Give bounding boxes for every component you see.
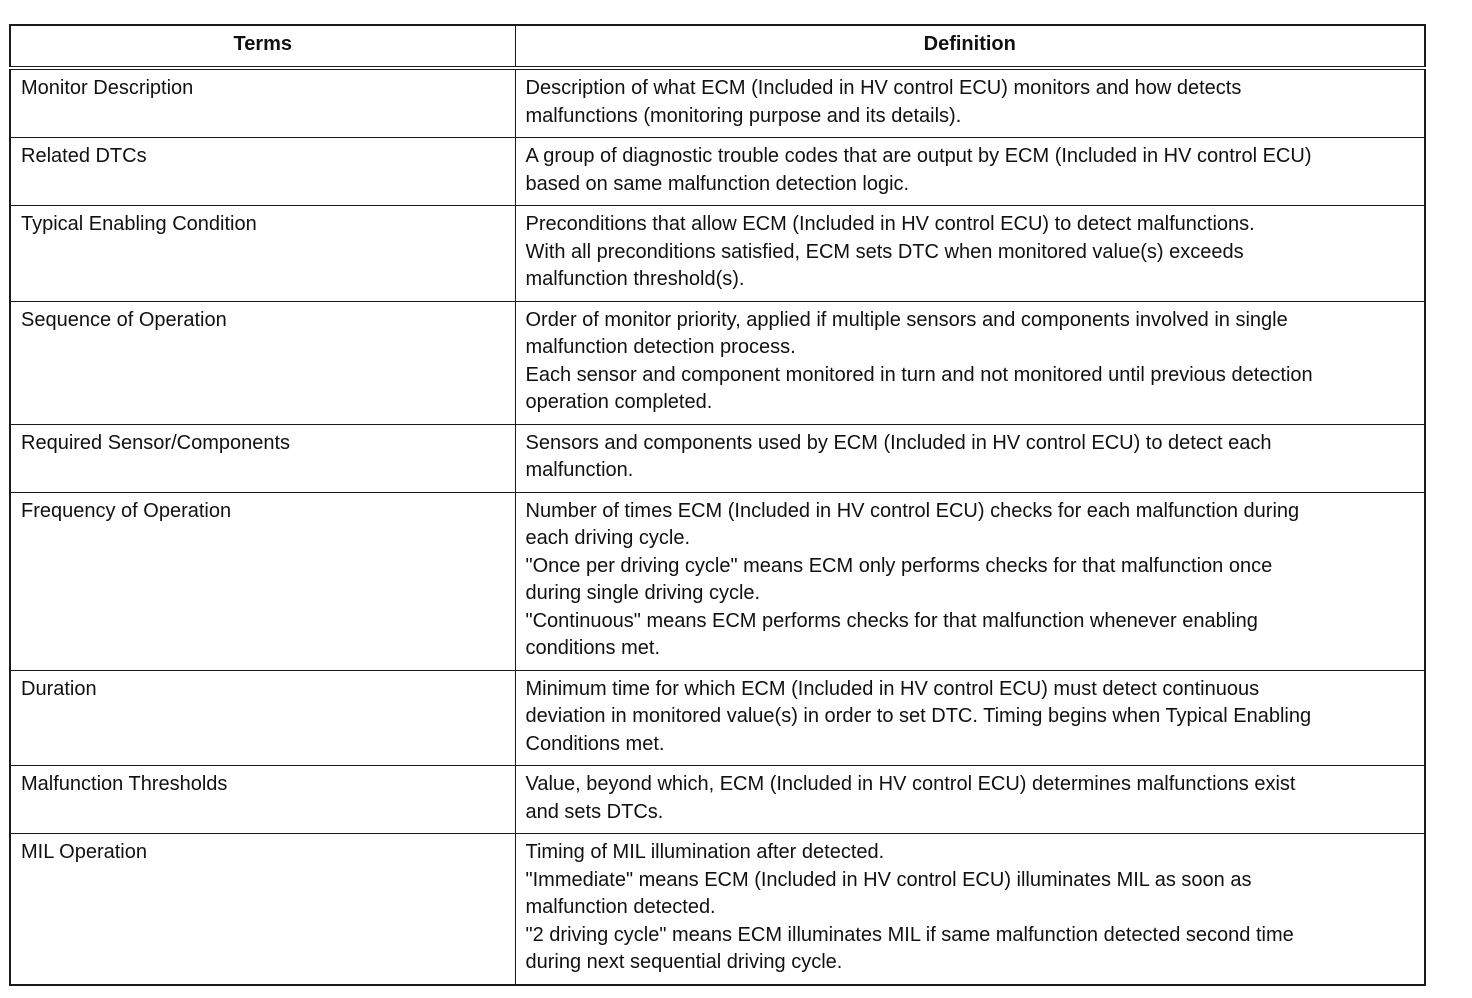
term-cell: Typical Enabling Condition [10,206,515,302]
definition-line: "2 driving cycle" means ECM illuminates MIL if same malfunction detected second time [525,923,1294,946]
definition-line: malfunction. [525,459,634,481]
term-cell: MIL Operation [10,834,515,985]
term-cell: Duration [10,670,515,766]
definition-cell [515,424,1425,492]
definition-line: during next sequential driving cycle. [525,951,843,973]
definition-line: malfunction detection process. [525,336,796,358]
definition-line: operation completed. [525,391,713,413]
term-cell: Required Sensor/Components [10,424,515,492]
term-cell: Related DTCs [10,138,515,206]
definition-line: conditions met. [525,637,661,659]
definition-line: deviation in monitored value(s) in order to set DTC. Timing begins when Typical Enabling [525,705,1312,727]
table-row [10,68,1425,138]
definition-line: Timing of MIL illumination after detected. [525,841,885,863]
definition-cell [515,766,1425,834]
definition-cell [515,670,1425,766]
definition-line: and sets DTCs. [525,800,664,823]
table-row [10,206,1425,302]
definition-cell [515,301,1425,424]
table-row [10,138,1425,206]
table-row [10,492,1425,670]
table-header [10,25,1425,68]
definition-line: Number of times ECM (Included in HV control ECU) checks for each malfunction during [525,499,1300,522]
table-row [10,424,1425,492]
definition-cell [515,138,1425,206]
definition-line: "Once per driving cycle" means ECM only performs checks for that malfunction once [525,554,1273,577]
definition-line: malfunctions (monitoring purpose and its details). [525,104,962,127]
definition-line: during single driving cycle. [525,582,761,604]
header-terms: Terms [10,25,515,68]
definition-line: A group of diagnostic trouble codes that are output by ECM (Included in HV control ECU) [525,145,1312,167]
definition-line: Conditions met. [525,732,665,755]
table-row [10,766,1425,834]
term-cell: Frequency of Operation [10,492,515,670]
table-row [10,834,1425,985]
definition-cell [515,834,1425,985]
definition-line: based on same malfunction detection logic. [525,172,910,195]
definition-line: Value, beyond which, ECM (Included in HV control ECU) determines malfunctions exist [525,773,1296,795]
term-cell: Sequence of Operation [10,301,515,424]
definition-line: Minimum time for which ECM (Included in HV control ECU) must detect continuous [525,677,1260,700]
definition-line: With all preconditions satisfied, ECM sets DTC when monitored value(s) exceeds [525,240,1244,263]
term-cell: Monitor Description [10,68,515,138]
definition-line: "Continuous" means ECM performs checks for that malfunction whenever enabling [525,609,1258,632]
table-row [10,670,1425,766]
definition-line: malfunction detected. [525,896,716,918]
definition-cell [515,68,1425,138]
term-cell: Malfunction Thresholds [10,766,515,834]
header-definition: Definition [515,25,1425,68]
definition-line: Each sensor and component monitored in turn and not monitored until previous detection [525,363,1313,386]
table-row [10,301,1425,424]
header-row [10,25,1425,68]
definition-line: malfunction threshold(s). [525,268,745,290]
definition-line: Order of monitor priority, applied if multiple sensors and components involved in single [525,308,1288,331]
table-body [10,68,1425,985]
terms-definition-table [9,24,1426,986]
definition-cell [515,206,1425,302]
definition-line: Description of what ECM (Included in HV control ECU) monitors and how detects [525,77,1242,99]
definition-cell [515,492,1425,670]
definition-line: Sensors and components used by ECM (Included in HV control ECU) to detect each [525,431,1272,454]
definition-line: each driving cycle. [525,527,691,549]
definition-line: "Immediate" means ECM (Included in HV control ECU) illuminates MIL as soon as [525,868,1252,891]
definition-line: Preconditions that allow ECM (Included in HV control ECU) to detect malfunctions. [525,213,1255,235]
